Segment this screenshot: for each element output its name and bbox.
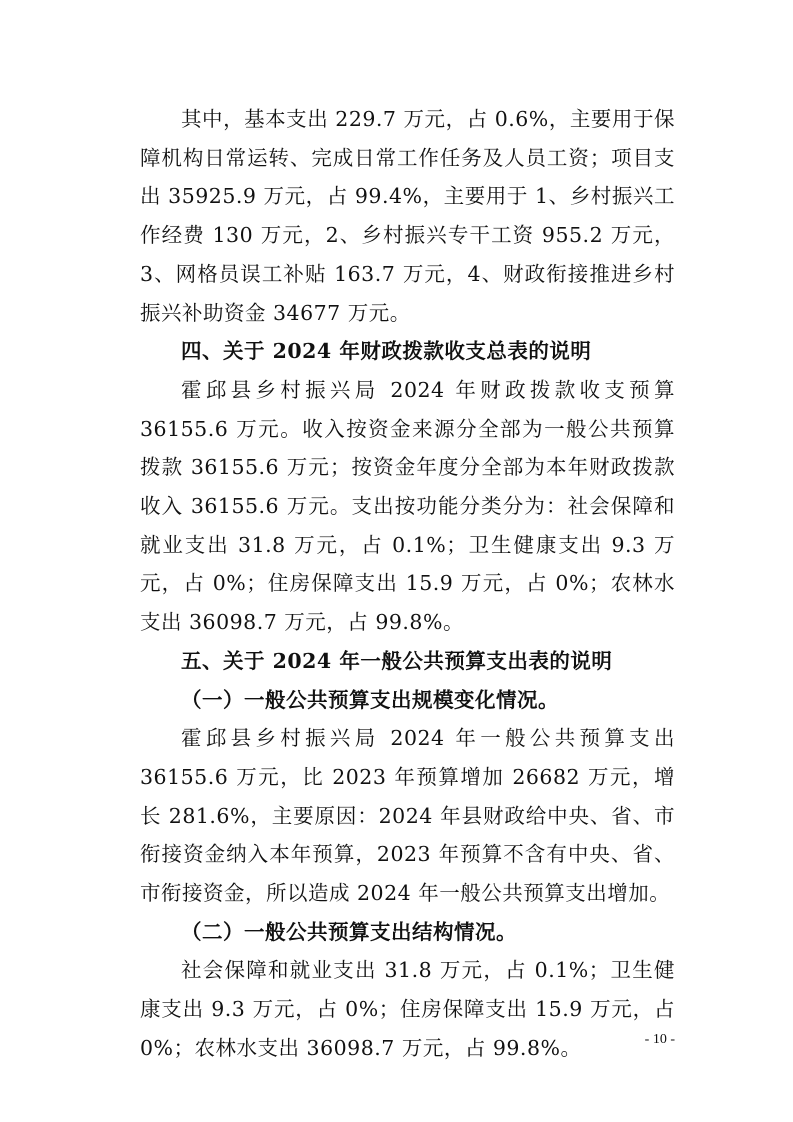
paragraph-fiscal-appropriation-summary: 霍邱县乡村振兴局 2024 年财政拨款收支预算 36155.6 万元。收入按资金来源分全部为一般公共预算拨款 36155.6 万元；按资金年度分全部为本年财政拨款收入 36155.6 万元。支出按功能分类分为：社会保障和就业支出 31.8 万元，占 0.1%；卫生健康支出 9.3 万元，占 0%；住房保障支出 15.9 万元，占 0%；农林水支出 36098.7 万元，占 99.8%。 <box>140 377 675 635</box>
paragraph-expenditure-detail: 其中，基本支出 229.7 万元，占 0.6%，主要用于保障机构日常运转、完成日常工作任务及人员工资；项目支出 35925.9 万元，占 99.4%，主要用于 1、乡村振兴工作经费 130 万元，2、乡村振兴专干工资 955.2 万元，3、网格员误工补贴 163.7 万元，4、财政衔接推进乡村振兴补助资金 34677 万元。 <box>140 107 675 325</box>
paragraph-structure: 社会保障和就业支出 31.8 万元，占 0.1%；卫生健康支出 9.3 万元，占 0%；住房保障支出 15.9 万元，占 0%；农林水支出 36098.7 万元，占 99.8%。 <box>140 958 675 1060</box>
paragraph-scale-change: 霍邱县乡村振兴局 2024 年一般公共预算支出 36155.6 万元，比 2023 年预算增加 26682 万元，增长 281.6%，主要原因：2024 年县财政给中央、省、市衔接资金纳入本年预算，2023 年预算不含有中央、省、市衔接资金，所以造成 2024 年一般公共预算支出增加。 <box>140 726 675 906</box>
subheading-scale-change: （一）一般公共预算支出规模变化情况。 <box>181 687 559 712</box>
heading-section-five: 五、关于 2024 年一般公共预算支出表的说明 <box>181 648 613 673</box>
subheading-structure: （二）一般公共预算支出结构情况。 <box>181 919 517 944</box>
page-number: - 10 - <box>644 1032 675 1047</box>
heading-section-four: 四、关于 2024 年财政拨款收支总表的说明 <box>181 339 592 364</box>
document-body <box>140 100 675 1068</box>
